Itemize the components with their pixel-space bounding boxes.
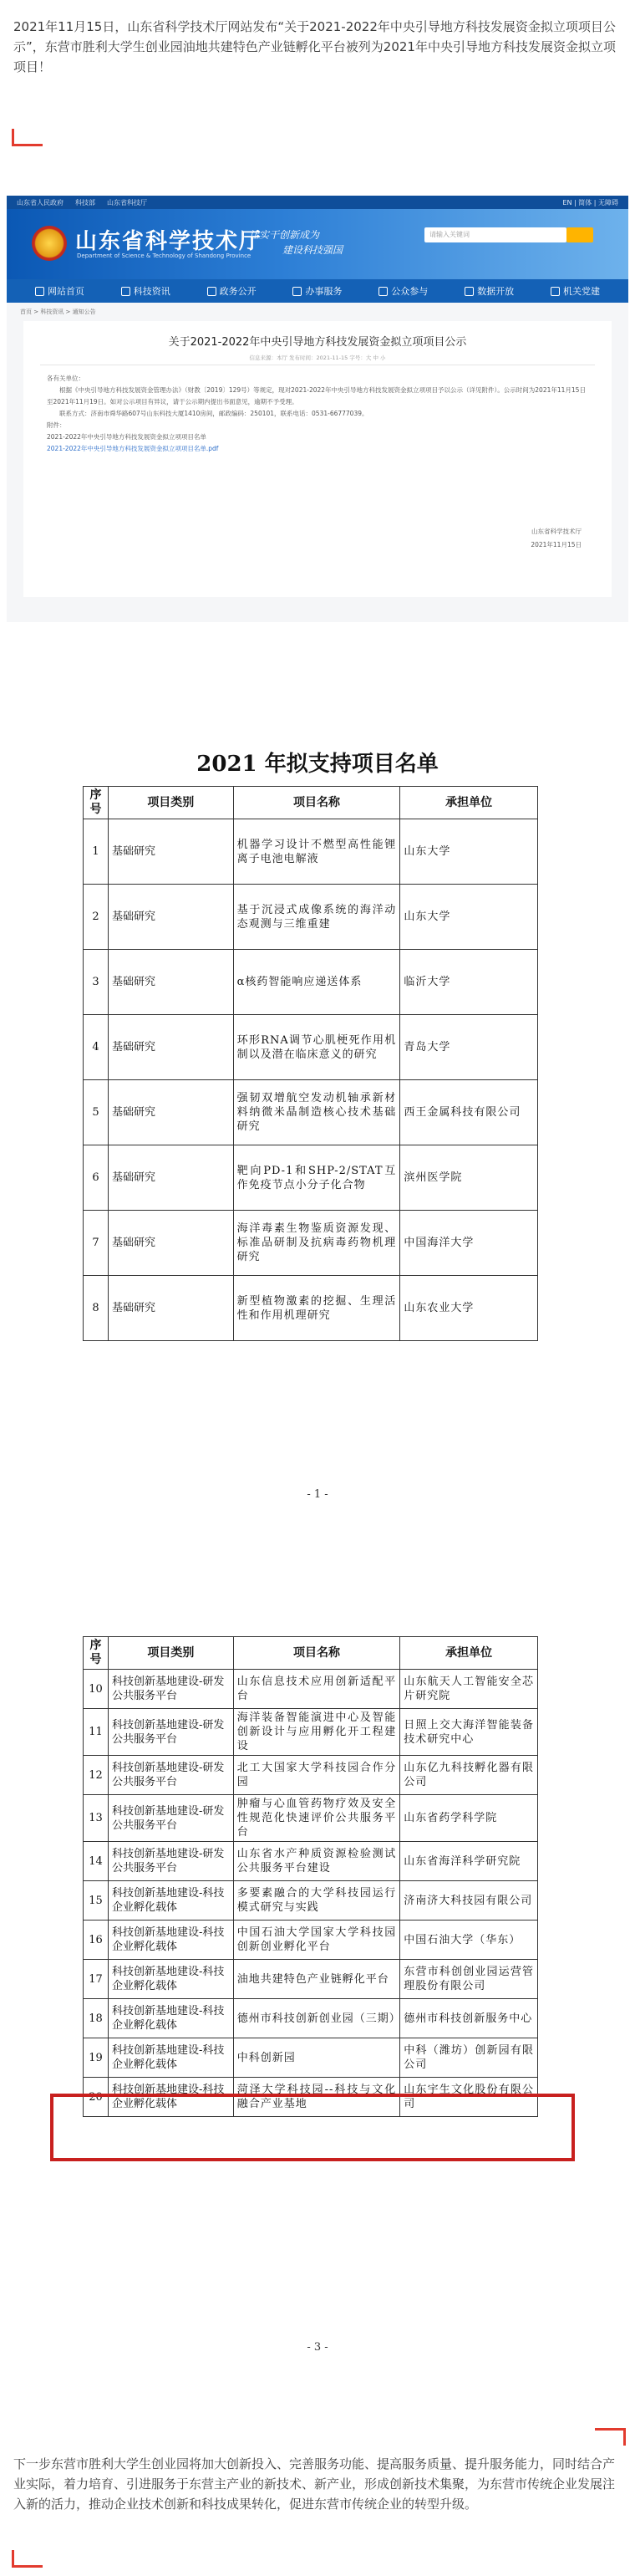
cell-category: 基础研究 <box>108 885 233 950</box>
header-project: 项目名称 <box>233 787 400 819</box>
cell-unit: 中国海洋大学 <box>400 1211 538 1276</box>
cell-project: 中国石油大学国家大学科技园创新创业孵化平台 <box>233 1921 400 1960</box>
table-row <box>84 1795 538 1842</box>
header-index: 序号 <box>84 1637 109 1670</box>
cell-unit: 西王金属科技有限公司 <box>400 1080 538 1145</box>
cell-index: 15 <box>84 1881 109 1921</box>
cell-project: 山东省水产种质资源检验测试公共服务平台建设 <box>233 1842 400 1881</box>
cell-index: 5 <box>84 1080 109 1145</box>
page-number: - 3 - <box>307 2341 328 2354</box>
cell-index: 13 <box>84 1795 109 1842</box>
cell-unit: 滨州医学院 <box>400 1145 538 1211</box>
table-header-row <box>84 787 538 819</box>
signature-date: 2021年11月15日 <box>531 541 582 548</box>
table-row <box>84 2038 538 2078</box>
cell-category: 科技创新基地建设-研发公共服务平台 <box>108 1795 233 1842</box>
cell-unit: 山东省药学科学院 <box>400 1795 538 1842</box>
article-paragraph: 各有关单位： <box>47 375 84 382</box>
cell-category: 科技创新基地建设-科技企业孵化载体 <box>108 1881 233 1921</box>
table-row <box>84 1080 538 1145</box>
project-table-page1 <box>83 786 538 1341</box>
cell-index: 14 <box>84 1842 109 1881</box>
signature-org: 山东省科学技术厅 <box>531 528 582 535</box>
cell-unit: 青岛大学 <box>400 1015 538 1080</box>
header-index: 序号 <box>84 787 109 819</box>
cell-index: 20 <box>84 2078 109 2117</box>
article-title: 关于2021-2022年中央引导地方科技发展资金拟立项项目公示 <box>168 336 467 349</box>
nav-item-services[interactable] <box>292 284 342 298</box>
cell-category: 科技创新基地建设-研发公共服务平台 <box>108 1670 233 1709</box>
cell-index: 7 <box>84 1211 109 1276</box>
table-header-row <box>84 1637 538 1670</box>
cell-unit: 山东省海洋科学研究院 <box>400 1842 538 1881</box>
article-paragraph: 附件： <box>47 421 66 429</box>
table-row <box>84 1756 538 1795</box>
table-row <box>84 950 538 1015</box>
cell-index: 12 <box>84 1756 109 1795</box>
website-screenshot <box>7 196 628 622</box>
cell-unit: 山东航天人工智能安全芯片研究院 <box>400 1670 538 1709</box>
site-title: 山东省科学技术厅 <box>75 229 263 254</box>
cell-category: 基础研究 <box>108 1276 233 1341</box>
cell-index: 16 <box>84 1921 109 1960</box>
table-row <box>84 1015 538 1080</box>
table-row <box>84 1842 538 1881</box>
nav-item-home[interactable] <box>35 284 84 298</box>
nav-label: 科技资讯 <box>133 286 170 297</box>
cell-unit: 日照上交大海洋智能装备技术研究中心 <box>400 1709 538 1756</box>
article-panel <box>23 321 612 597</box>
table-row <box>84 1921 538 1960</box>
cell-index: 2 <box>84 885 109 950</box>
site-subtitle: Department of Science & Technology of Shandong Province <box>77 252 251 259</box>
cell-category: 科技创新基地建设-研发公共服务平台 <box>108 1756 233 1795</box>
cell-index: 17 <box>84 1960 109 1999</box>
article-paragraph: 根据《中央引导地方科技发展资金管理办法》（财教〔2019〕129号）等规定，现对2021-2022年中央引导地方科技发展资金拟立项项目予以公示（详见附件）。公示时间为2021年11月15日至2021年11月19日。如对公示项目有异议，请于公示期内提出书面意见，逾期不予受理。 <box>47 386 586 406</box>
table-row <box>84 1211 538 1276</box>
cell-category: 基础研究 <box>108 950 233 1015</box>
cell-category: 基础研究 <box>108 819 233 885</box>
cell-index: 18 <box>84 1999 109 2038</box>
cell-unit: 山东大学 <box>400 819 538 885</box>
article-meta: 信息来源：本厅 发布时间：2021-11-15 字号：大 中 小 <box>249 355 386 361</box>
cell-unit: 山东宇生文化股份有限公司 <box>400 2078 538 2117</box>
cell-project: 靶向PD-1和SHP-2/STAT互作免疫节点小分子化合物 <box>233 1145 400 1211</box>
header-unit: 承担单位 <box>400 1637 538 1670</box>
cell-category: 基础研究 <box>108 1015 233 1080</box>
table-row <box>84 1670 538 1709</box>
nav-label: 机关党建 <box>562 286 600 297</box>
attachment-link[interactable]: 2021-2022年中央引导地方科技发展资金拟立项项目名单.pdf <box>47 445 219 452</box>
cell-unit: 济南济大科技园有限公司 <box>400 1881 538 1921</box>
nav-label: 办事服务 <box>305 286 343 297</box>
cell-project: 强韧双增航空发动机轴承新材料纳微米晶制造核心技术基础研究 <box>233 1080 400 1145</box>
cell-index: 6 <box>84 1145 109 1211</box>
table-row <box>84 1276 538 1341</box>
slogan-line-1: 让实干创新成为 <box>249 229 320 241</box>
table-row <box>84 1709 538 1756</box>
nav-label: 公众参与 <box>391 286 429 297</box>
cell-index: 19 <box>84 2038 109 2078</box>
header-category: 项目类别 <box>108 1637 233 1670</box>
cell-index: 4 <box>84 1015 109 1080</box>
site-nav <box>7 279 628 303</box>
cell-project: 德州市科技创新创业园（三期） <box>233 1999 400 2038</box>
table-row <box>84 819 538 885</box>
project-table-page3 <box>83 1636 538 2117</box>
page-number: - 1 - <box>307 1488 328 1501</box>
nav-label: 网站首页 <box>47 286 84 297</box>
table-row <box>84 885 538 950</box>
table-row <box>84 1999 538 2038</box>
site-search-input[interactable]: 请输入关键词 <box>424 227 566 242</box>
topbar-link[interactable]: 山东省人民政府 <box>17 198 64 207</box>
outro-paragraph: 下一步东营市胜利大学生创业园将加大创新投入、完善服务功能、提高服务质量、提升服务能力，同时结合产业实际，着力培育、引进服务于东营主产业的新技术、新产业，形成创新技术集聚，为东营市传统企业发展注入新的活力，推动企业技术创新和科技成果转化，促进东营市传统企业的转型升级。 <box>13 2456 616 2512</box>
corner-decoration-icon <box>12 129 43 146</box>
news-icon <box>121 287 130 296</box>
search-button[interactable] <box>566 227 593 242</box>
cell-index: 8 <box>84 1276 109 1341</box>
people-icon <box>378 287 388 296</box>
cell-project: 多要素融合的大学科技园运行模式研究与实践 <box>233 1881 400 1921</box>
document-title: 2021 年拟支持项目名单 <box>196 752 439 777</box>
cell-unit: 中国石油大学（华东） <box>400 1921 538 1960</box>
cell-project: 北工大国家大学科技园合作分园 <box>233 1756 400 1795</box>
cell-category: 科技创新基地建设-科技企业孵化载体 <box>108 1999 233 2038</box>
cell-unit: 山东农业大学 <box>400 1276 538 1341</box>
cell-category: 科技创新基地建设-科技企业孵化载体 <box>108 2078 233 2117</box>
nav-item-party[interactable] <box>551 284 600 298</box>
document-icon <box>207 287 216 296</box>
cell-unit: 东营市科创创业园运营管理股份有限公司 <box>400 1960 538 1999</box>
home-icon <box>35 287 44 296</box>
cell-project: 海洋装备智能演进中心及智能创新设计与应用孵化开工程建设 <box>233 1709 400 1756</box>
cell-unit: 临沂大学 <box>400 950 538 1015</box>
highlight-box <box>50 2094 575 2161</box>
topbar-link[interactable]: 山东省科技厅 <box>107 198 147 207</box>
cell-project: 肿瘤与心血管药物疗效及安全性规范化快速评价公共服务平台 <box>233 1795 400 1842</box>
cell-unit: 山东亿九科技孵化器有限公司 <box>400 1756 538 1795</box>
header-unit: 承担单位 <box>400 787 538 819</box>
nav-item-gov-affairs[interactable] <box>207 284 257 298</box>
nav-label: 政务公开 <box>219 286 257 297</box>
language-switch[interactable]: EN | 简体 | 无障碍 <box>562 198 618 207</box>
cell-category: 基础研究 <box>108 1080 233 1145</box>
article-paragraph: 2021-2022年中央引导地方科技发展资金拟立项项目名单 <box>47 433 206 441</box>
nav-item-open-data[interactable] <box>465 284 514 298</box>
cell-project: 油地共建特色产业链孵化平台 <box>233 1960 400 1999</box>
topbar-link[interactable]: 科技部 <box>75 198 95 207</box>
nav-item-news[interactable] <box>121 284 170 298</box>
cell-index: 3 <box>84 950 109 1015</box>
cell-project: 新型植物激素的挖掘、生理活性和作用机理研究 <box>233 1276 400 1341</box>
site-topbar <box>7 196 628 209</box>
cell-project: α核药智能响应递送体系 <box>233 950 400 1015</box>
cell-category: 科技创新基地建设-研发公共服务平台 <box>108 1709 233 1756</box>
article-paragraph: 联系方式：济南市舜华路607号山东科技大厦1410房间，邮政编码：250101，联系电话：0531-66777039。 <box>59 410 368 417</box>
header-project: 项目名称 <box>233 1637 400 1670</box>
corner-decoration-icon <box>12 2550 43 2568</box>
cell-category: 科技创新基地建设-科技企业孵化载体 <box>108 2038 233 2078</box>
cell-index: 10 <box>84 1670 109 1709</box>
flag-icon <box>551 287 560 296</box>
breadcrumb: 首页 > 科技资讯 > 通知公告 <box>20 309 96 315</box>
table-row <box>84 1881 538 1921</box>
cell-category: 基础研究 <box>108 1145 233 1211</box>
cell-project: 山东信息技术应用创新适配平台 <box>233 1670 400 1709</box>
site-banner <box>7 209 628 279</box>
cell-category: 科技创新基地建设-研发公共服务平台 <box>108 1842 233 1881</box>
cell-unit: 中科（潍坊）创新园有限公司 <box>400 2038 538 2078</box>
service-icon <box>292 287 302 296</box>
cell-index: 1 <box>84 819 109 885</box>
article-body <box>47 373 588 455</box>
cell-project: 海洋毒素生物鉴质资源发现、标准品研制及抗病毒药物机理研究 <box>233 1211 400 1276</box>
cell-project: 菏泽大学科技园--科技与文化融合产业基地 <box>233 2078 400 2117</box>
nav-item-participation[interactable] <box>378 284 428 298</box>
cell-unit: 山东大学 <box>400 885 538 950</box>
cell-category: 科技创新基地建设-科技企业孵化载体 <box>108 1960 233 1999</box>
corner-decoration-icon <box>595 2428 626 2446</box>
cell-index: 11 <box>84 1709 109 1756</box>
cell-project: 环形RNA调节心肌梗死作用机制以及潜在临床意义的研究 <box>233 1015 400 1080</box>
intro-paragraph: 2021年11月15日，山东省科学技术厅网站发布“关于2021-2022年中央引导地方科技发展资金拟立项项目公示”，东营市胜利大学生创业园油地共建特色产业链孵化平台被列为2021年中央引导地方科技发展资金拟立项项目！ <box>13 19 616 74</box>
cell-category: 科技创新基地建设-科技企业孵化载体 <box>108 1921 233 1960</box>
table-row <box>84 1145 538 1211</box>
cell-category: 基础研究 <box>108 1211 233 1276</box>
cell-project: 基于沉浸式成像系统的海洋动态观测与三维重建 <box>233 885 400 950</box>
cell-project: 机器学习设计不燃型高性能锂离子电池电解液 <box>233 819 400 885</box>
national-emblem-icon <box>32 226 67 261</box>
nav-label: 数据开放 <box>477 286 515 297</box>
data-icon <box>465 287 474 296</box>
slogan-line-2: 建设科技强国 <box>282 244 343 256</box>
cell-unit: 德州市科技创新服务中心 <box>400 1999 538 2038</box>
header-category: 项目类别 <box>108 787 233 819</box>
article-signature <box>531 525 582 552</box>
cell-project: 中科创新园 <box>233 2038 400 2078</box>
table-row <box>84 1960 538 1999</box>
